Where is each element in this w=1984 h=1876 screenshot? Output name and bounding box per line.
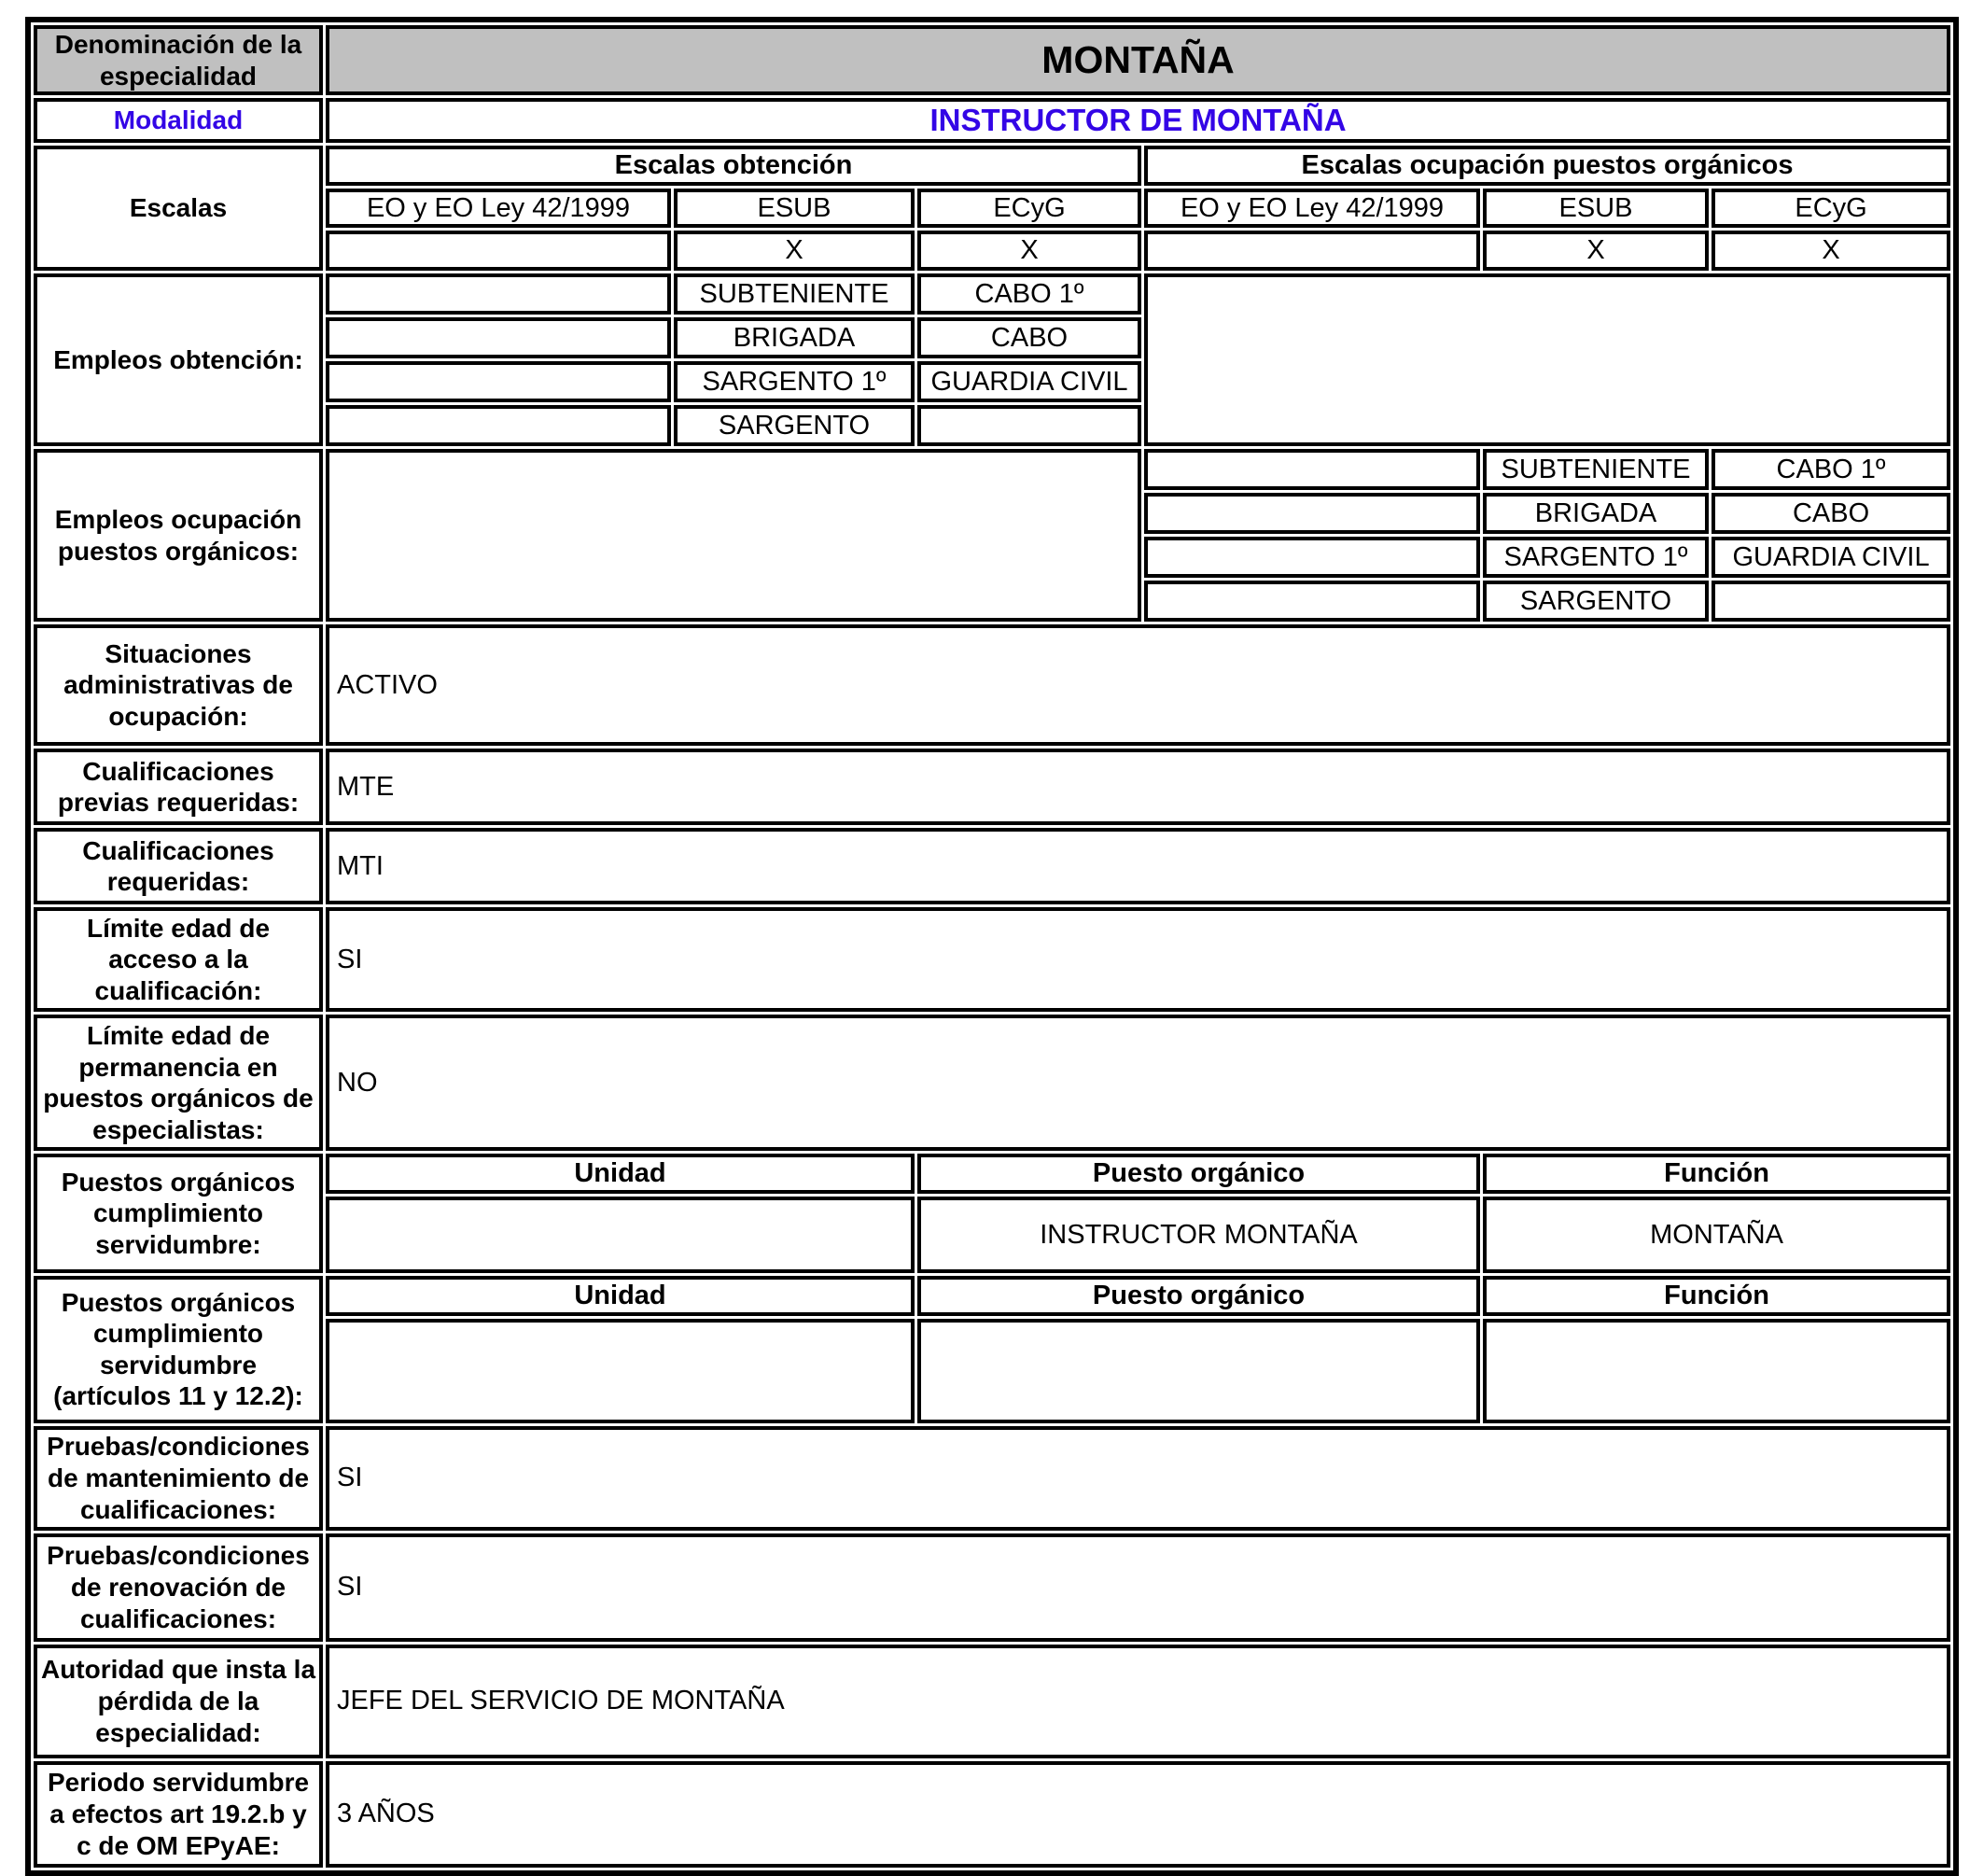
empleo-ocupacion-esub-2: SARGENTO 1º	[1483, 537, 1709, 578]
col-header-ecyg-ocupacion: ECyG	[1712, 189, 1950, 229]
empleo-obtencion-esub-2: SARGENTO 1º	[674, 361, 915, 402]
modalidad-value: INSTRUCTOR DE MONTAÑA	[326, 98, 1950, 143]
field-label-pruebas-mantenimiento: Pruebas/condiciones de mantenimiento de cualificaciones:	[34, 1426, 323, 1531]
puestos-servidumbre-header-unidad: Unidad	[326, 1154, 915, 1194]
field-label-limite-permanencia: Límite edad de permanencia en puestos orgánicos de especialistas:	[34, 1015, 323, 1151]
puestos-servidumbre-art-value-unidad	[326, 1319, 915, 1423]
empleo-ocupacion-eo-1	[1144, 493, 1480, 534]
field-label-cualificaciones-requeridas: Cualificaciones requeridas:	[34, 828, 323, 904]
puestos-servidumbre-art-label: Puestos orgánicos cumplimiento servidumbre (artículos 11 y 12.2):	[34, 1276, 323, 1423]
empleo-obtencion-esub-1: BRIGADA	[674, 317, 915, 358]
empleo-obtencion-eo-2	[326, 361, 671, 402]
empleo-obtencion-ecyg-0: CABO 1º	[917, 273, 1141, 315]
field-value-autoridad: JEFE DEL SERVICIO DE MONTAÑA	[326, 1645, 1950, 1758]
mark-esub-obtencion: X	[674, 231, 915, 271]
empleos-obtencion-ocupacion-area	[1144, 273, 1950, 446]
col-header-eo-obtencion: EO y EO Ley 42/1999	[326, 189, 671, 229]
empleo-ocupacion-esub-3: SARGENTO	[1483, 581, 1709, 622]
empleo-obtencion-ecyg-3	[917, 405, 1141, 446]
field-value-limite-permanencia: NO	[326, 1015, 1950, 1151]
field-value-pruebas-mantenimiento: SI	[326, 1426, 1950, 1531]
puestos-servidumbre-header-puesto: Puesto orgánico	[917, 1154, 1480, 1194]
empleo-obtencion-eo-0	[326, 273, 671, 315]
empleo-obtencion-eo-3	[326, 405, 671, 446]
empleo-ocupacion-ecyg-0: CABO 1º	[1712, 449, 1950, 490]
empleos-ocupacion-obtencion-area	[326, 449, 1141, 622]
mark-eo-obtencion	[326, 231, 671, 271]
puestos-servidumbre-label: Puestos orgánicos cumplimiento servidumbre:	[34, 1154, 323, 1273]
empleo-obtencion-eo-1	[326, 317, 671, 358]
mark-eo-ocupacion	[1144, 231, 1480, 271]
empleo-ocupacion-eo-0	[1144, 449, 1480, 490]
field-value-limite-acceso: SI	[326, 907, 1950, 1012]
empleo-obtencion-esub-0: SUBTENIENTE	[674, 273, 915, 315]
field-value-situaciones: ACTIVO	[326, 624, 1950, 746]
col-header-esub-ocupacion: ESUB	[1483, 189, 1709, 229]
empleo-ocupacion-ecyg-3	[1712, 581, 1950, 622]
spec-title: MONTAÑA	[326, 25, 1950, 95]
puestos-servidumbre-art-value-funcion	[1483, 1319, 1950, 1423]
puestos-servidumbre-art-value-puesto	[917, 1319, 1480, 1423]
mark-ecyg-obtencion: X	[917, 231, 1141, 271]
puestos-servidumbre-art-header-funcion: Función	[1483, 1276, 1950, 1316]
empleo-obtencion-esub-3: SARGENTO	[674, 405, 915, 446]
field-value-pruebas-renovacion: SI	[326, 1533, 1950, 1642]
escalas-obtencion-header: Escalas obtención	[326, 146, 1141, 186]
field-label-limite-acceso: Límite edad de acceso a la cualificación:	[34, 907, 323, 1012]
empleo-ocupacion-eo-3	[1144, 581, 1480, 622]
field-label-cualificaciones-previas: Cualificaciones previas requeridas:	[34, 749, 323, 825]
empleo-ocupacion-esub-0: SUBTENIENTE	[1483, 449, 1709, 490]
col-header-eo-ocupacion: EO y EO Ley 42/1999	[1144, 189, 1480, 229]
empleo-ocupacion-eo-2	[1144, 537, 1480, 578]
field-label-periodo: Periodo servidumbre a efectos art 19.2.b y c de OM EPyAE:	[34, 1761, 323, 1868]
field-value-cualificaciones-requeridas: MTI	[326, 828, 1950, 904]
field-label-situaciones: Situaciones administrativas de ocupación:	[34, 624, 323, 746]
col-header-ecyg-obtencion: ECyG	[917, 189, 1141, 229]
empleo-obtencion-ecyg-2: GUARDIA CIVIL	[917, 361, 1141, 402]
puestos-servidumbre-value-unidad	[326, 1197, 915, 1273]
empleos-obtencion-label: Empleos obtención:	[34, 273, 323, 446]
mark-ecyg-ocupacion: X	[1712, 231, 1950, 271]
escalas-ocupacion-header: Escalas ocupación puestos orgánicos	[1144, 146, 1950, 186]
puestos-servidumbre-header-funcion: Función	[1483, 1154, 1950, 1194]
field-label-autoridad: Autoridad que insta la pérdida de la especialidad:	[34, 1645, 323, 1758]
field-label-pruebas-renovacion: Pruebas/condiciones de renovación de cualificaciones:	[34, 1533, 323, 1642]
col-header-esub-obtencion: ESUB	[674, 189, 915, 229]
empleo-ocupacion-esub-1: BRIGADA	[1483, 493, 1709, 534]
modalidad-label: Modalidad	[34, 98, 323, 143]
puestos-servidumbre-art-header-unidad: Unidad	[326, 1276, 915, 1316]
empleo-obtencion-ecyg-1: CABO	[917, 317, 1141, 358]
puestos-servidumbre-value-puesto: INSTRUCTOR MONTAÑA	[917, 1197, 1480, 1273]
field-value-cualificaciones-previas: MTE	[326, 749, 1950, 825]
empleo-ocupacion-ecyg-2: GUARDIA CIVIL	[1712, 537, 1950, 578]
mark-esub-ocupacion: X	[1483, 231, 1709, 271]
empleo-ocupacion-ecyg-1: CABO	[1712, 493, 1950, 534]
empleos-ocupacion-label: Empleos ocupación puestos orgánicos:	[34, 449, 323, 622]
specialty-table	[25, 17, 1959, 1876]
field-value-periodo: 3 AÑOS	[326, 1761, 1950, 1868]
puestos-servidumbre-value-funcion: MONTAÑA	[1483, 1197, 1950, 1273]
escalas-label: Escalas	[34, 146, 323, 271]
puestos-servidumbre-art-header-puesto: Puesto orgánico	[917, 1276, 1480, 1316]
spec-denomination-label: Denominación de la especialidad	[34, 25, 323, 95]
